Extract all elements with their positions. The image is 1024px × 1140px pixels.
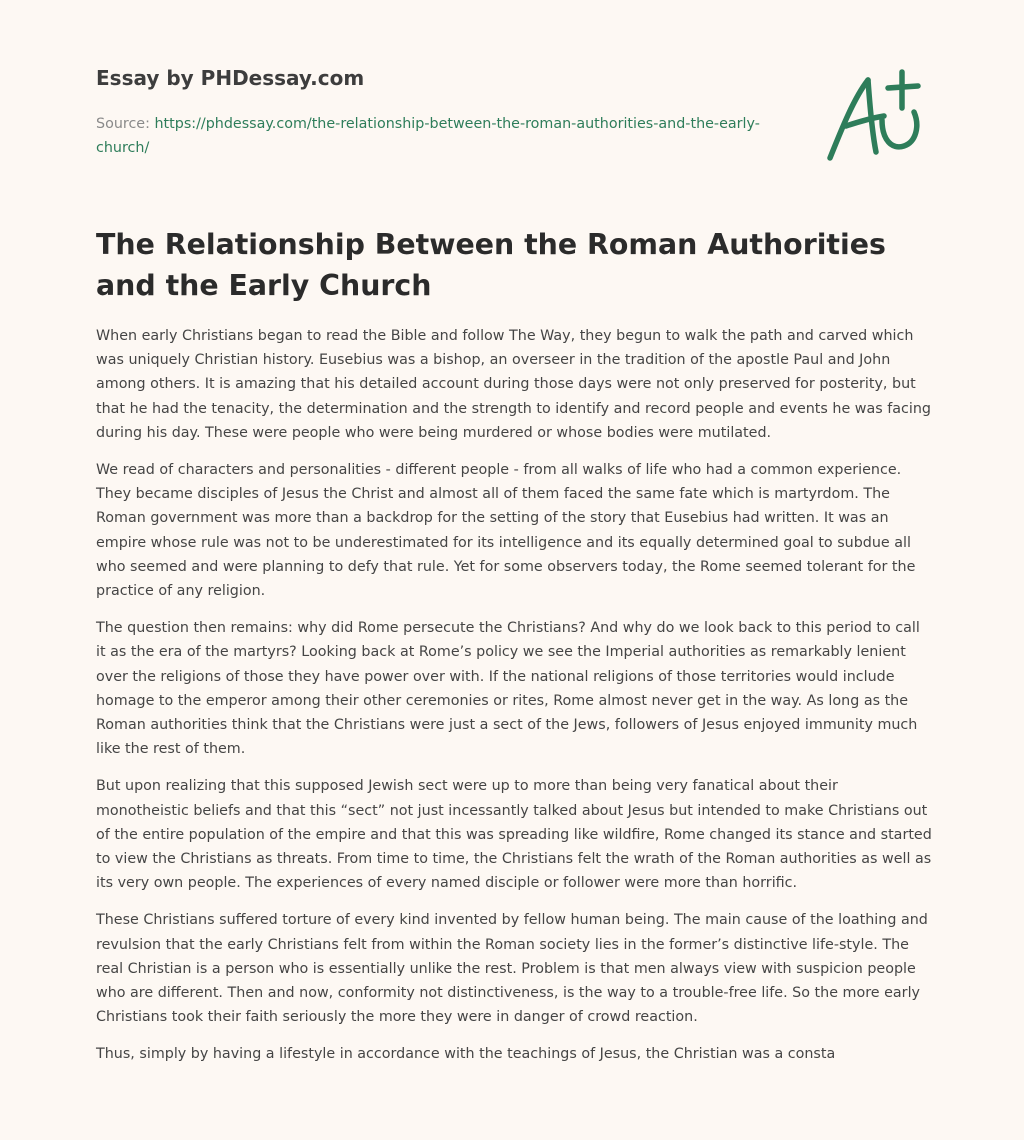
essay-title: The Relationship Between the Roman Authorities and the Early Church (96, 228, 886, 302)
essay-paragraph: These Christians suffered torture of every kind invented by fellow human being. The main cause of the loathing and revulsion that the early Christians felt from within the Roman society lies in the former’s distinctive life-style. The real Christian is a person who is essentially unlike the rest. Problem is that men always view with suspicion people who are different. Then and now, conformity not distinctiveness, is the way to a trouble-free life. So the more early Christians took their faith seriously the more they were in danger of crowd reaction. (96, 912, 928, 1026)
a-plus-logo-icon (822, 68, 926, 164)
essay-body (96, 324, 932, 1080)
essay-paragraph: Thus, simply by having a lifestyle in accordance with the teachings of Jesus, the Christian was a consta (96, 1046, 836, 1063)
site-title: Essay by PHDessay.com (96, 66, 365, 90)
source-line (96, 112, 776, 160)
source-link[interactable]: https://phdessay.com/the-relationship-between-the-roman-authorities-and-the-early-church/ (96, 116, 760, 156)
source-label: Source: (96, 116, 155, 132)
essay-paragraph: When early Christians began to read the Bible and follow The Way, they begun to walk the path and carved which was uniquely Christian history. Eusebius was a bishop, an overseer in the tradition of the apostle Paul and John among others. It is amazing that his detailed account during those days were not only preserved for posterity, but that he had the tenacity, the determination and the strength to identify and record people and events he was facing during his day. These were people who were being murdered or whose bodies were mutilated. (96, 328, 932, 441)
essay-paragraph: But upon realizing that this supposed Jewish sect were up to more than being very fanatical about their monotheistic beliefs and that this “sect” not just incessantly talked about Jesus but intended to make Christians out of the entire population of the empire and that this was spreading like wildfire, Rome changed its stance and started to view the Christians as threats. From time to time, the Christians felt the wrath of the Roman authorities as well as its very own people. The experiences of every named disciple or follower were more than horrific. (96, 778, 932, 892)
essay-paragraph: We read of characters and personalities - different people - from all walks of life who had a common experience. They became disciples of Jesus the Christ and almost all of them faced the same fate which is martyrdom. The Roman government was more than a backdrop for the setting of the story that Eusebius had written. It was an empire whose rule was not to be underestimated for its intelligence and its equally determined goal to subdue all who seemed and were planning to defy that rule. Yet for some observers today, the Rome seemed tolerant for the practice of any religion. (96, 462, 916, 600)
essay-paragraph: The question then remains: why did Rome persecute the Christians? And why do we look back to this period to call it as the era of the martyrs? Looking back at Rome’s policy we see the Imperial authorities as remarkably lenient over the religions of those they have power over with. If the national religions of those territories would include homage to the emperor among their other ceremonies or rites, Rome almost never get in the way. As long as the Roman authorities think that the Christians were just a sect of the Jews, followers of Jesus enjoyed immunity much like the rest of them. (96, 620, 920, 758)
a-plus-logo (822, 68, 926, 164)
